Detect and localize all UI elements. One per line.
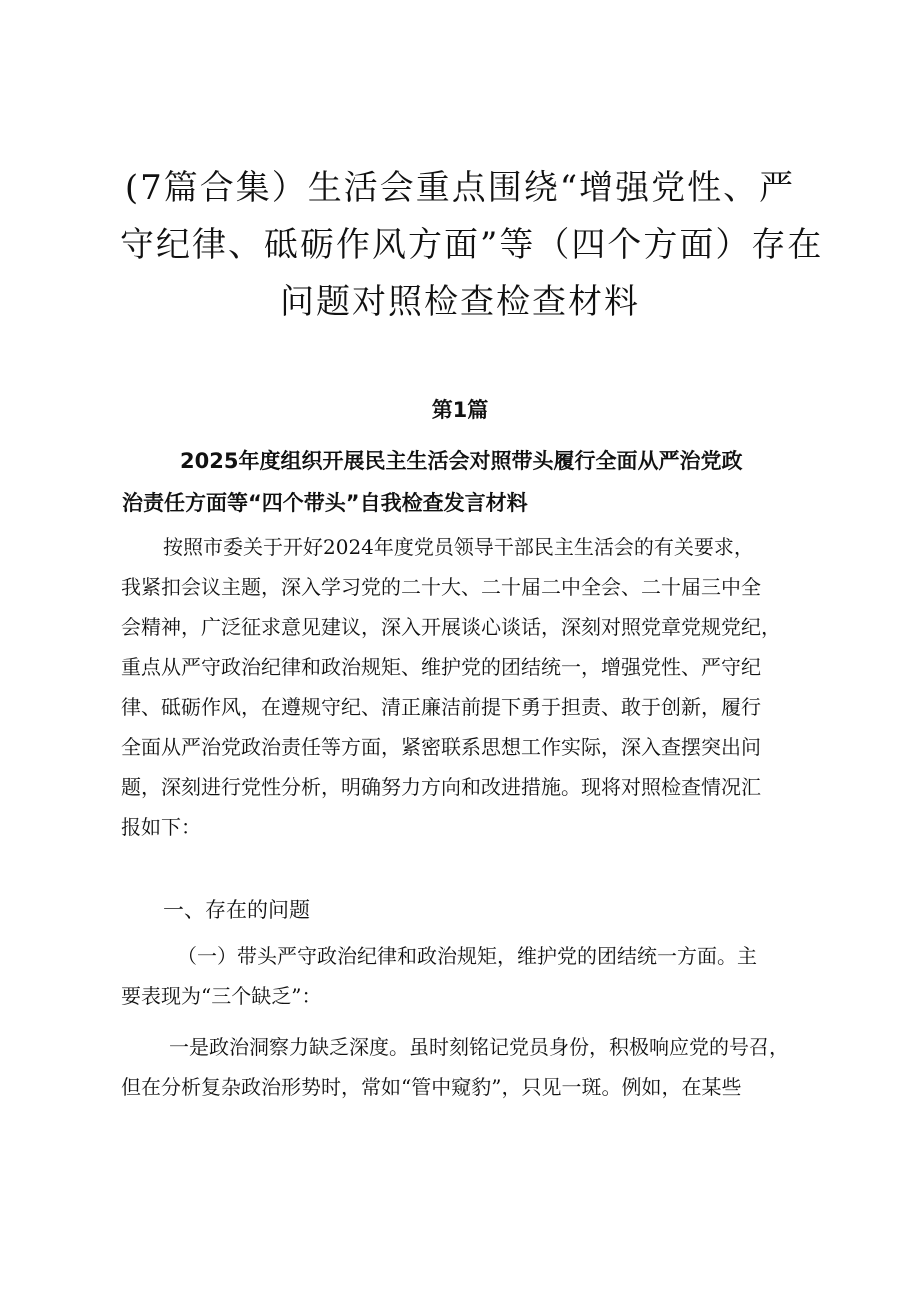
section-heading: 一、存在的问题: [163, 898, 310, 922]
title-line: 问题对照检查检查材料: [280, 282, 640, 322]
paragraph-line: 会精神，广泛征求意见建议，深入开展谈心谈话，深刻对照党章党规党纪，: [121, 615, 781, 639]
title-line: (7篇合集）生活会重点围绕“增强党性、严: [124, 168, 796, 208]
paragraph-line: 要表现为“三个缺乏”：: [121, 984, 322, 1008]
article-subtitle: [120, 440, 820, 524]
subtitle-line: 2025年度组织开展民主生活会对照带头履行全面从严治党政: [180, 449, 743, 473]
paragraph-line: 一是政治洞察力缺乏深度。虽时刻铭记党员身份，积极响应党的号召，: [169, 1035, 789, 1059]
subtitle-line: 治责任方面等“四个带头”自我检查发言材料: [122, 491, 528, 515]
intro-paragraph: [121, 527, 801, 847]
paragraph-line: 但在分析复杂政治形势时，常如“管中窥豹”，只见一斑。例如，在某些: [121, 1075, 742, 1099]
paragraph-line: 报如下：: [121, 815, 201, 839]
paragraph-line: 重点从严守政治纪律和政治规矩、维护党的团结统一，增强党性、严守纪: [121, 655, 761, 679]
item-paragraph: [121, 1027, 801, 1107]
item-paragraph: [121, 936, 801, 1016]
paragraph-line: 律、砥砺作风，在遵规守纪、清正廉洁前提下勇于担责、敢于创新，履行: [121, 695, 761, 719]
document-title: [120, 160, 824, 331]
paragraph-line: （一）带头严守政治纪律和政治规矩，维护党的团结统一方面。主: [177, 944, 757, 968]
paragraph-line: 按照市委关于开好2024年度党员领导干部民主生活会的有关要求，: [163, 535, 754, 559]
paragraph-line: 题，深刻进行党性分析，明确努力方向和改进措施。现将对照检查情况汇: [121, 775, 761, 799]
paragraph-line: 全面从严治党政治责任等方面，紧密联系思想工作实际，深入查摆突出问: [121, 735, 761, 759]
paragraph-line: 我紧扣会议主题，深入学习党的二十大、二十届二中全会、二十届三中全: [121, 575, 761, 599]
title-line: 守纪律、砥砺作风方面”等（四个方面）存在: [120, 225, 824, 265]
part-label: 第1篇: [431, 398, 489, 422]
